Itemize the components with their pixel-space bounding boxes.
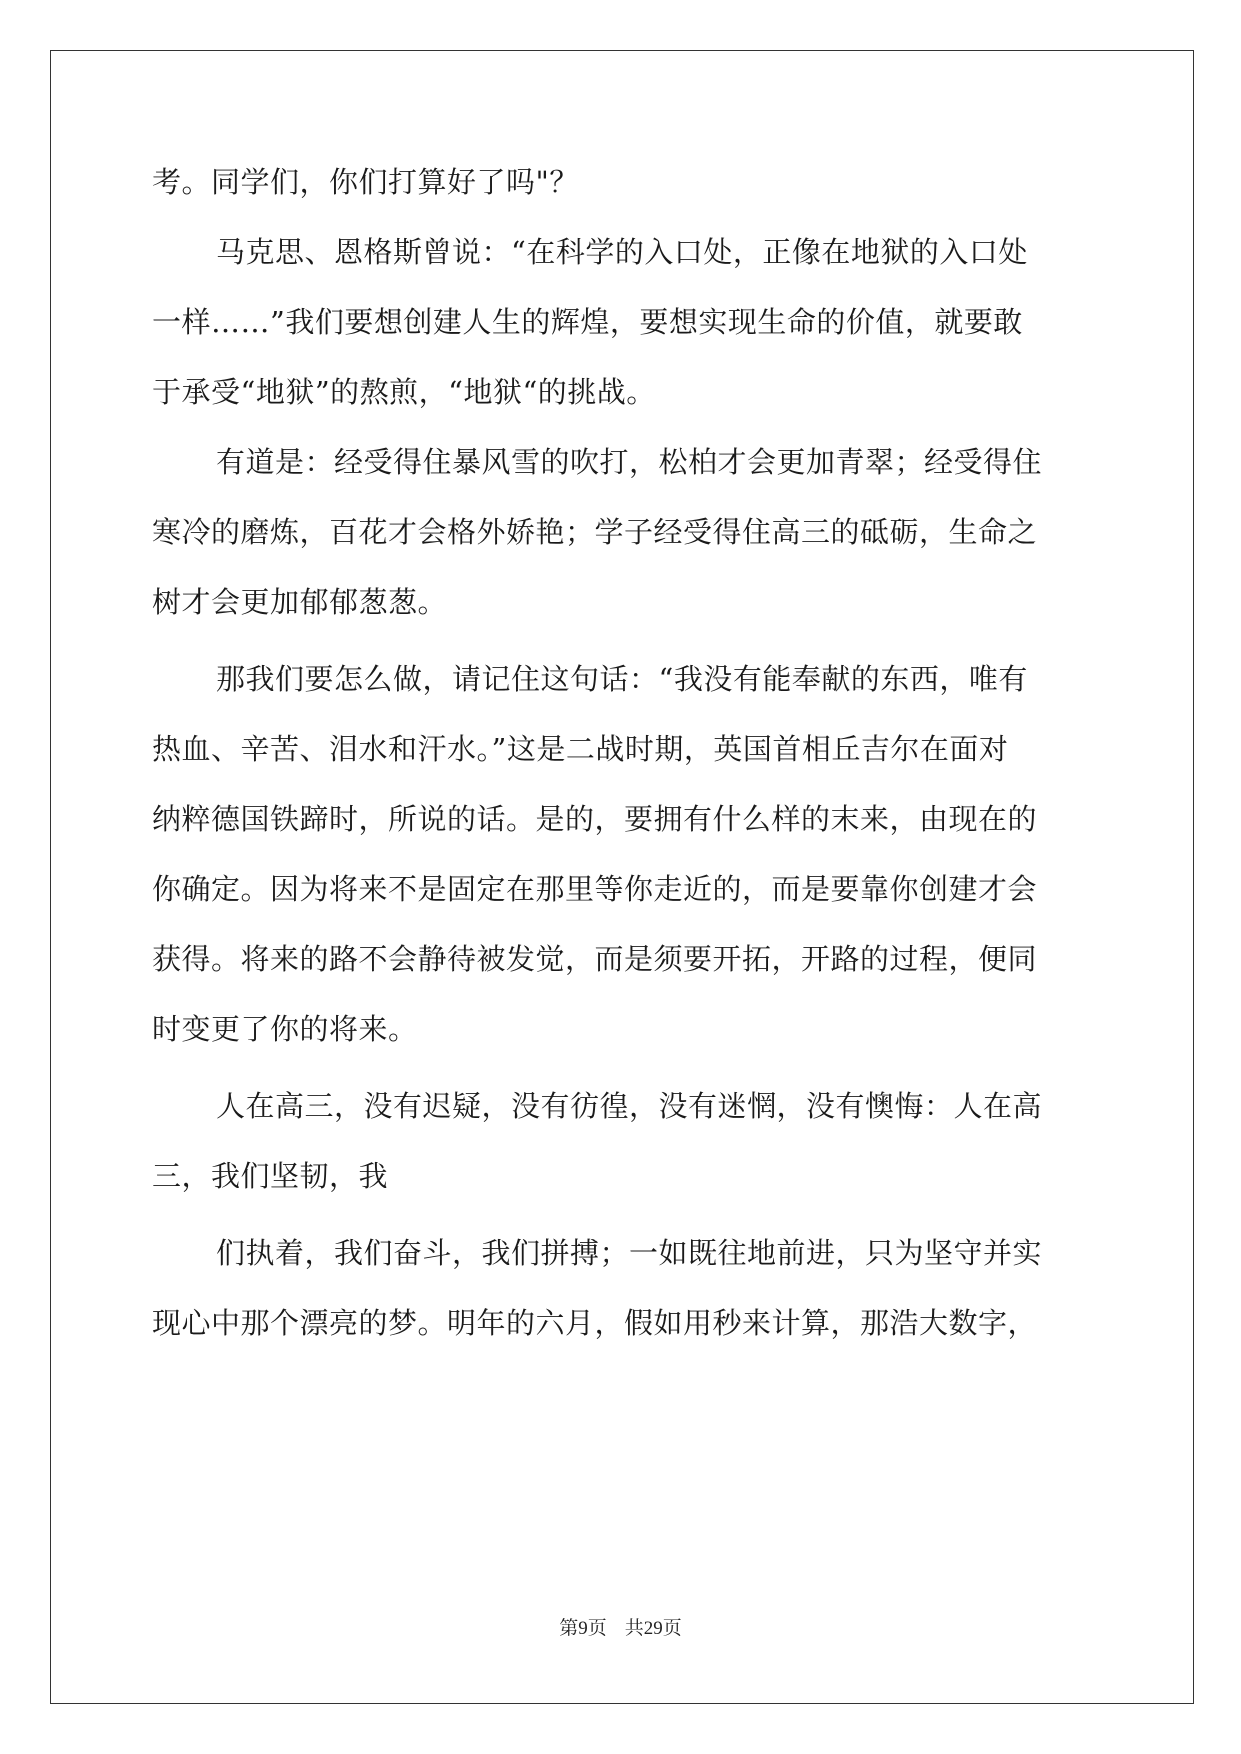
text-line: 纳粹德国铁蹄时，所说的话。是的，要拥有什么样的末来，由现在的: [152, 802, 1038, 836]
text-line: 马克思、恩格斯曾说：“在科学的入口处，正像在地狱的入口处: [216, 235, 1028, 269]
text-line: 时变更了你的将来。: [152, 1012, 418, 1046]
text-line: 考。同学们，你们打算好了吗"？: [152, 165, 579, 199]
page-total: 共29页: [624, 1618, 682, 1639]
text-line: 于承受“地狱”的熬煎，“地狱“的挑战。: [152, 375, 656, 409]
page-number: 第9页: [559, 1618, 607, 1639]
text-line: 三，我们坚韧，我: [152, 1159, 389, 1193]
text-line: 那我们要怎么做，请记住这句话：“我没有能奉献的东西，唯有: [216, 662, 1028, 696]
text-line: 一样……”我们要想创建人生的辉煌，要想实现生命的价值，就要敢: [152, 305, 1023, 339]
text-line: 寒冷的磨炼，百花才会格外娇艳；学子经受得住高三的砥砺，生命之: [152, 515, 1038, 549]
text-line: 人在高三，没有迟疑，没有彷徨，没有迷惘，没有懊悔：人在高: [216, 1089, 1043, 1123]
text-line: 热血、辛苦、泪水和汗水。”这是二战时期，英国首相丘吉尔在面对: [152, 732, 1009, 766]
text-line: 你确定。因为将来不是固定在那里等你走近的，而是要靠你创建才会: [152, 872, 1038, 906]
text-line: 树才会更加郁郁葱葱。: [152, 585, 448, 619]
text-line: 有道是：经受得住暴风雪的吹打，松柏才会更加青翠；经受得住: [216, 445, 1043, 479]
text-line: 现心中那个漂亮的梦。明年的六月，假如用秒来计算，那浩大数字，: [152, 1306, 1038, 1340]
text-line: 获得。将来的路不会静待被发觉，而是须要开拓，开路的过程，便同: [152, 942, 1038, 976]
page-footer: [0, 1613, 1241, 1640]
text-line: 们执着，我们奋斗，我们拼搏；一如既往地前进，只为坚守并实: [216, 1236, 1043, 1270]
